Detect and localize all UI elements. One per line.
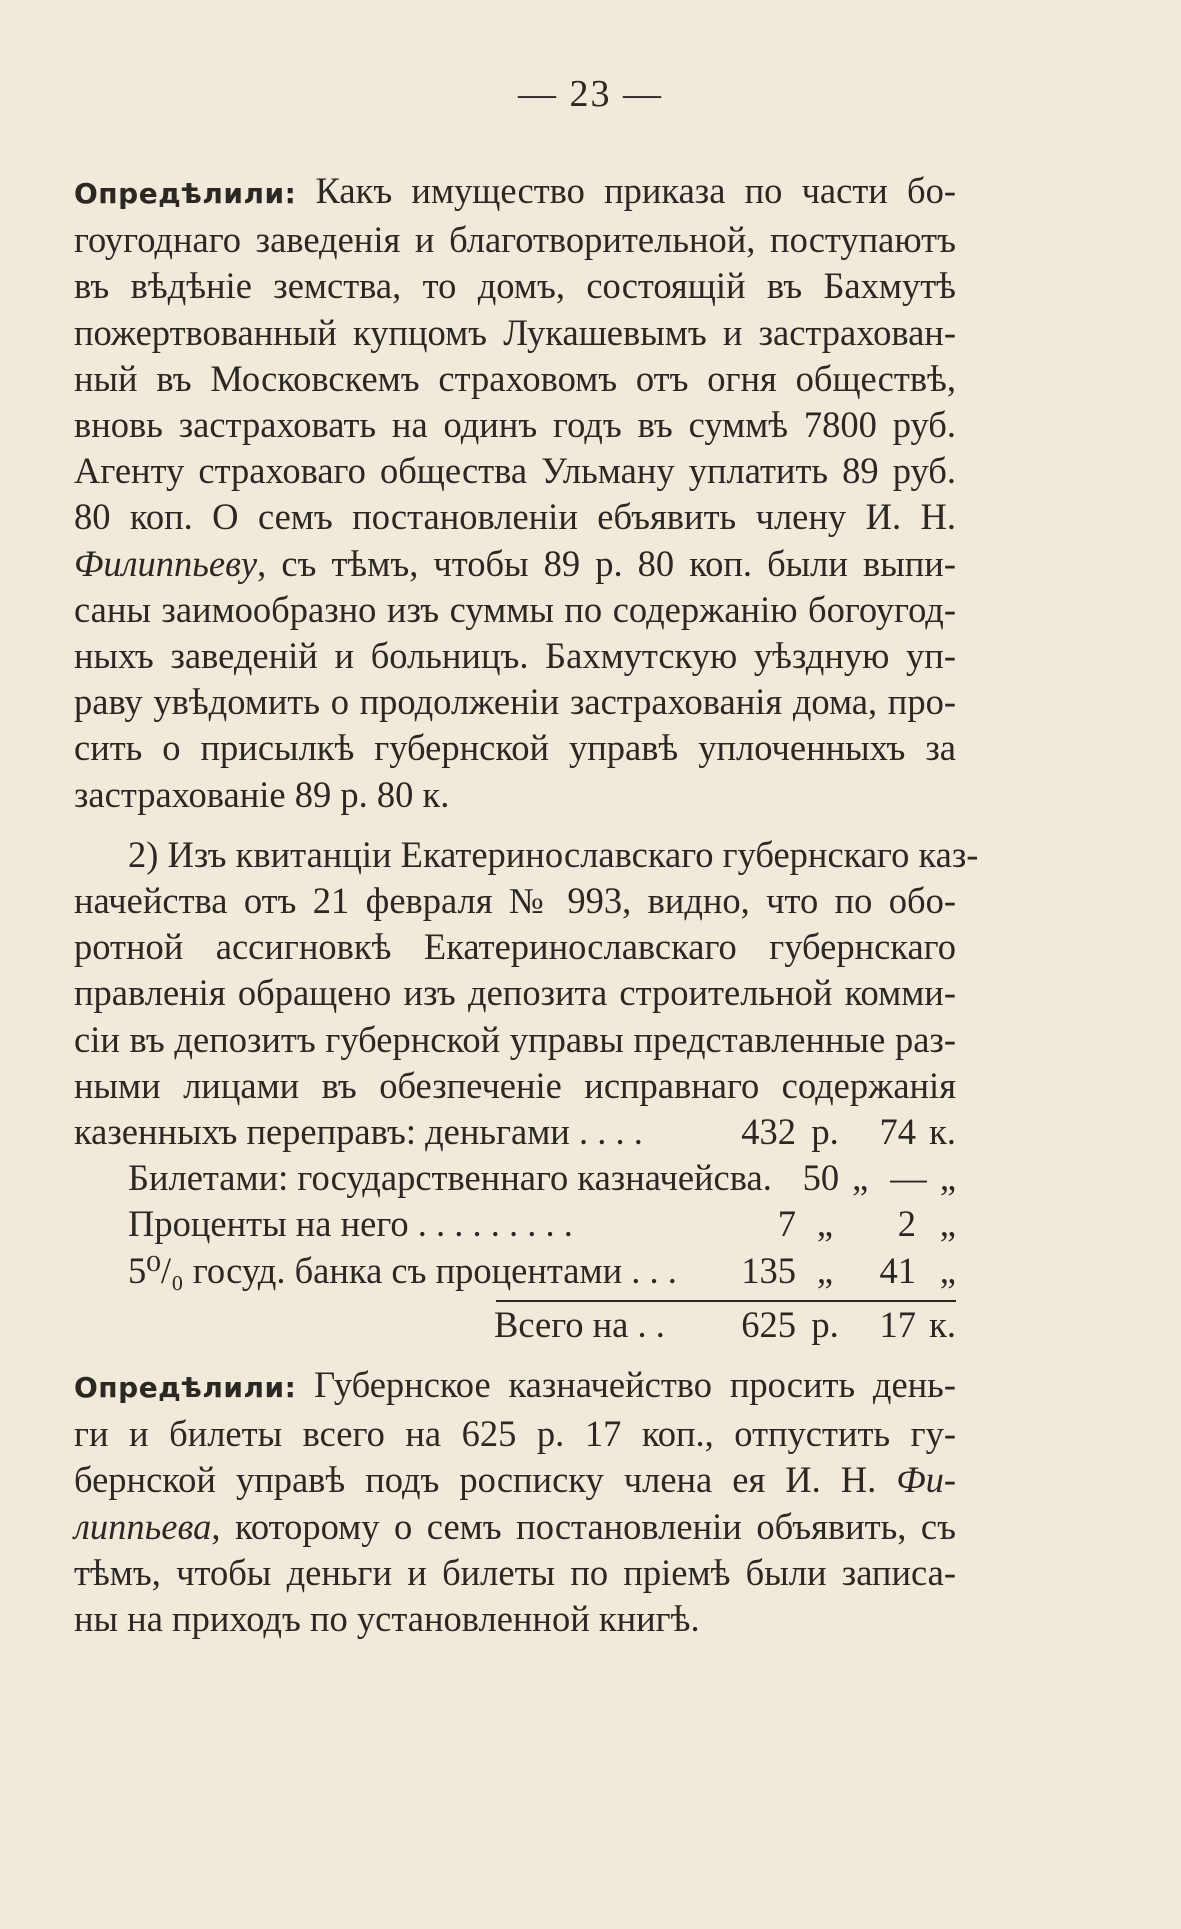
text-line: ныхъ заведеній и больницъ. Бахмутскую уѣздную уп- [74, 635, 956, 677]
surname-italic: Фи- [896, 1459, 956, 1501]
text-line: бернской управѣ подъ росписку члена ея И. Н. Фи- [74, 1459, 956, 1501]
text-line: Агенту страховаго общества Ульману уплатить 89 руб. [74, 450, 956, 492]
page-body [74, 168, 979, 1642]
text-line: 80 коп. О семъ постановленіи ебъявить члену И. Н. [74, 496, 956, 538]
page-number: — 23 — [518, 73, 663, 115]
surname-italic: липпьева [74, 1505, 212, 1547]
ledger-row: 5⁰/₀ госуд. банка съ процентами . . . 135 „ 41 „ [128, 1249, 956, 1291]
text-line: саны заимообразно изъ суммы по содержанію богоугод- [74, 588, 956, 630]
text-line: 2) Изъ квитанціи Екатеринославскаго губернскаго каз- [128, 833, 979, 875]
text-line: ными лицами въ обезпеченіе исправнаго содержанія [74, 1064, 956, 1106]
paragraph-resolution-2 [74, 1362, 956, 1642]
text-line: гоугоднаго заведенія и благотворительной, поступаютъ [74, 219, 956, 261]
text-line: сіи въ депозитъ губернской управы представленные раз- [74, 1018, 956, 1060]
text-line: Опредѣлили: Какъ имущество приказа по части бо- [74, 170, 956, 211]
text-line: ный въ Московскемъ страховомъ отъ огня обществѣ, [74, 357, 956, 399]
surname-italic: Филиппьеву [74, 542, 258, 584]
text-line: Опредѣлили: Губернское казначейство просить день- [74, 1364, 956, 1405]
resolution-heading: Опредѣлили: [74, 1371, 297, 1404]
text-line: начейства отъ 21 февраля № 993, видно, что по обо- [74, 880, 956, 922]
text-line: правленія обращено изъ депозита строительной комми- [74, 972, 956, 1014]
text-line: застрахованіе 89 р. 80 к. [74, 773, 450, 815]
ledger-total: Всего на . . 625 р. 17 к. [494, 1303, 956, 1345]
ledger-row: Проценты на него . . . . . . . . . 7 „ 2 „ [128, 1203, 956, 1245]
deposit-ledger [74, 1109, 956, 1348]
paragraph-item-2 [74, 832, 979, 1348]
ledger-row: казенныхъ переправъ: деньгами . . . . 432 р. 74 к. [74, 1111, 956, 1153]
text-line: липпьева, которому о семъ постановленіи объявить, съ [74, 1505, 956, 1547]
text-line: въ вѣдѣніе земства, то домъ, состоящій въ Бахмутѣ [74, 265, 956, 307]
text-line: ги и билеты всего на 625 р. 17 коп., отпустить гу- [74, 1413, 956, 1455]
paragraph-resolution-1 [74, 168, 956, 818]
text-line: вновь застраховать на одинъ годъ въ суммѣ 7800 руб. [74, 404, 956, 446]
text-line: раву увѣдомить о продолженіи застрахованія дома, про- [74, 681, 956, 723]
text-line: Филиппьеву, съ тѣмъ, чтобы 89 р. 80 коп. были выпи- [74, 542, 956, 584]
text-line: тѣмъ, чтобы деньги и билеты по пріемѣ были записа- [74, 1551, 956, 1593]
text-line: ротной ассигновкѣ Екатеринославскаго губернскаго [74, 926, 956, 968]
text-line: сить о присылкѣ губернской управѣ уплоченныхъ за [74, 727, 956, 769]
resolution-heading: Опредѣлили: [74, 177, 297, 210]
text-line: ны на приходъ по установленной книгѣ. [74, 1598, 700, 1640]
text-line: пожертвованный купцомъ Лукашевымъ и застрахован- [74, 311, 956, 353]
ledger-row: Билетами: государственнаго казначейсва. 50 „ — „ [128, 1157, 957, 1199]
